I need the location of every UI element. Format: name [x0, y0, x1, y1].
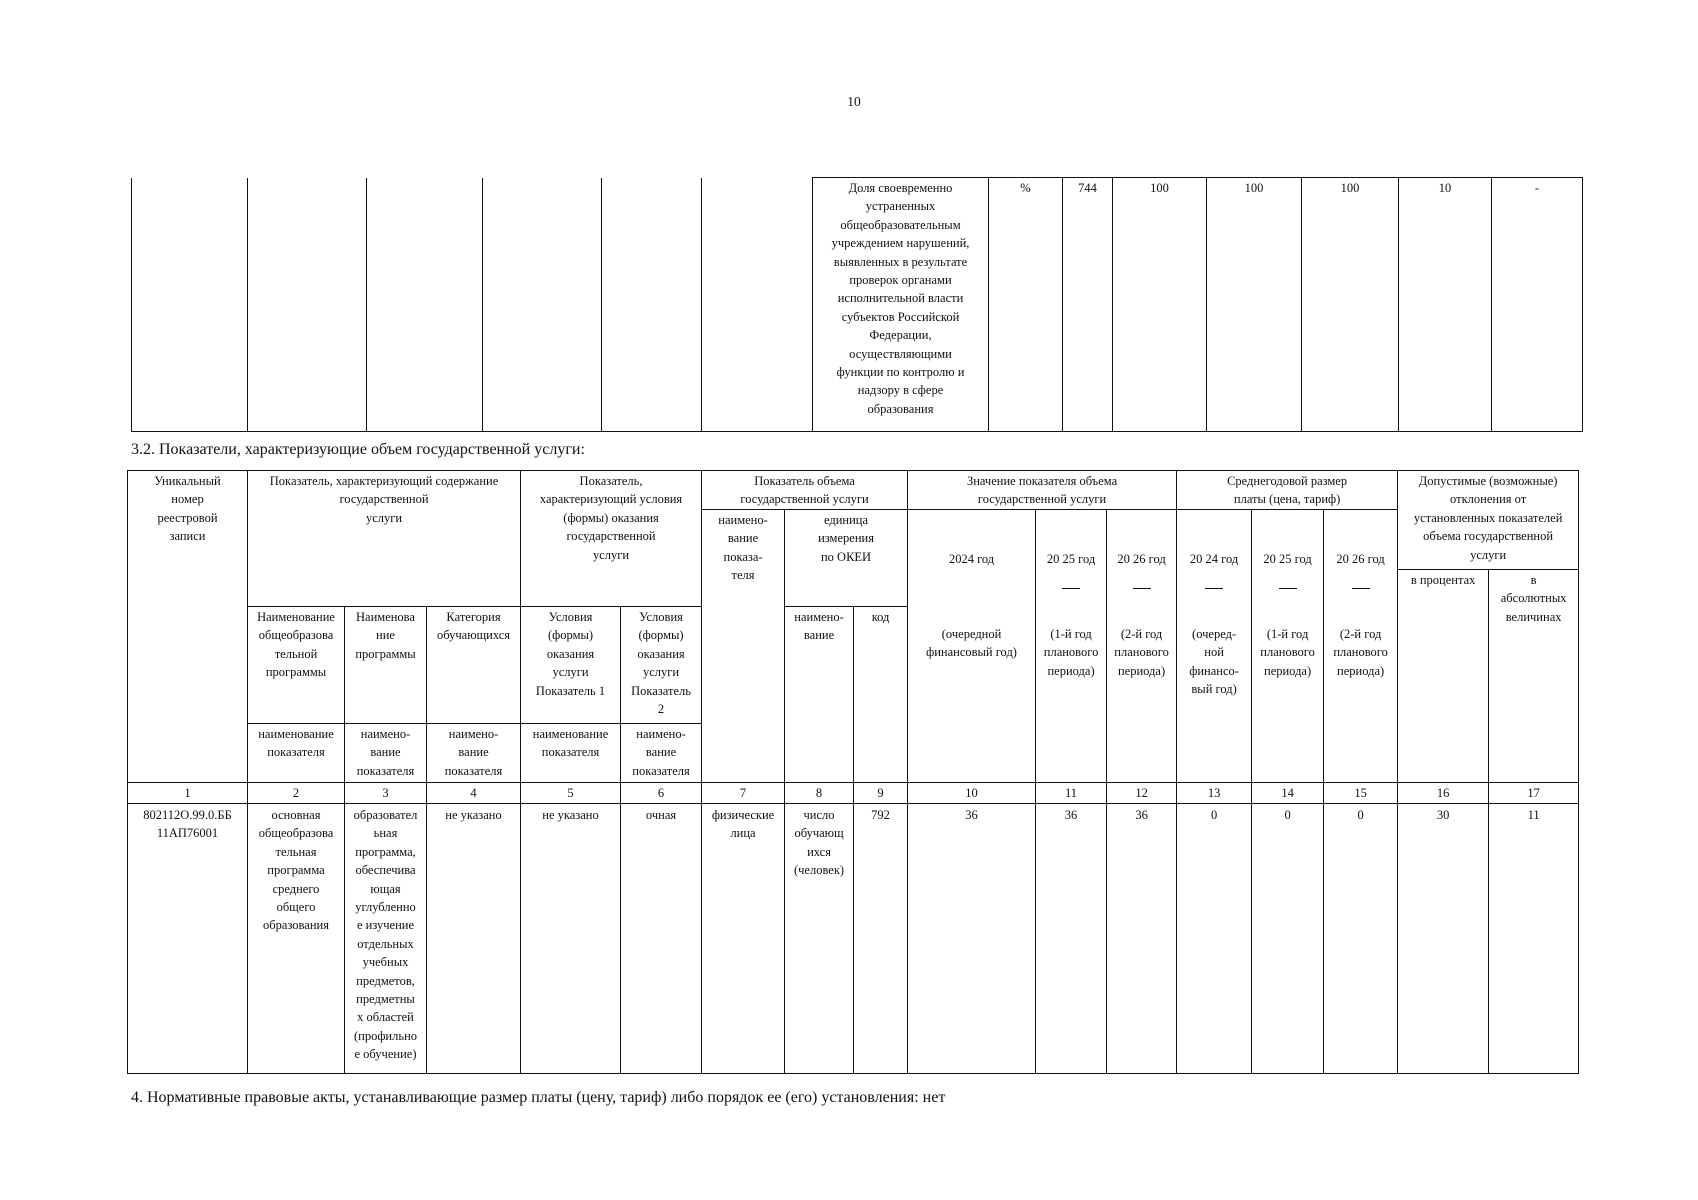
cell-form: очная [621, 804, 702, 1074]
year-underline [1133, 588, 1151, 589]
header-fee-year-2025 [1252, 510, 1324, 783]
header-volume-name: наимено- вание показа- теля [702, 510, 785, 783]
okei-code-cell: 744 [1063, 178, 1113, 432]
unit-cell: % [989, 178, 1063, 432]
column-number-3: 3 [345, 783, 427, 804]
header-value-year-2025 [1036, 510, 1107, 783]
column-number-7: 7 [702, 783, 785, 804]
header-unit-code: код [854, 607, 908, 783]
header-volume-group: Показатель объема государственной услуги [702, 471, 908, 510]
column-number-5: 5 [521, 783, 621, 804]
volume-indicators-table [127, 470, 1579, 1074]
period-label: (1-й год планового периода) [1043, 626, 1099, 678]
header-unit-okei: единица измерения по ОКЕИ [785, 510, 908, 607]
header-student-category: Категория обучающихся [427, 607, 521, 724]
year-underline [1279, 588, 1297, 589]
column-number-4: 4 [427, 783, 521, 804]
cell-fee-2025: 0 [1252, 804, 1324, 1074]
header-condition-2: Условия (формы) оказания услуги Показатель 2 [621, 607, 702, 724]
header-fee-year-2026 [1324, 510, 1398, 783]
period-label: (2-й год планового периода) [1333, 626, 1388, 678]
blank-cell [602, 178, 702, 432]
blank-cell [702, 178, 813, 432]
header-name-label: наимено- вание показателя [427, 724, 521, 783]
value-2025-cell: 100 [1207, 178, 1302, 432]
quality-indicators-table [131, 177, 1583, 432]
cell-program-type: образовател ьная программа, обеспечива ющая углубленно е изучение отдельных учебных предметов, предметны х областей (профильно е обучение) [345, 804, 427, 1074]
value-2026-cell: 100 [1302, 178, 1399, 432]
header-name-label: наимено- вание показателя [345, 724, 427, 783]
cell-program-name: основная общеобразова тельная программа среднего общего образования [248, 804, 345, 1074]
year-label: 20 24 год [1189, 552, 1239, 567]
header-deviation-percent: в процентах [1398, 570, 1489, 783]
page-number: 10 [847, 94, 861, 109]
header-fee-year-2024 [1177, 510, 1252, 783]
cell-unit-code: 792 [854, 804, 908, 1074]
column-number-8: 8 [785, 783, 854, 804]
header-conditions-group: Показатель, характеризующий условия (формы) оказания государственной услуги [521, 471, 702, 607]
deviation-percent-cell: 10 [1399, 178, 1492, 432]
column-number-14: 14 [1252, 783, 1324, 804]
header-name-label: наименование показателя [521, 724, 621, 783]
header-condition-1: Условия (формы) оказания услуги Показатель 1 [521, 607, 621, 724]
indicator-name-cell: Доля своевременно устраненных общеобразовательным учреждением нарушений, выявленных в результате проверок органами исполнительной власти субъектов Российской Федерации, осуществляющими функции по контролю и надзору в сфере образования [813, 178, 989, 432]
period-label: (очеред- ной финансо- вый год) [1189, 626, 1239, 697]
blank-cell [483, 178, 602, 432]
period-label: (очередной финансовый год) [926, 626, 1017, 660]
header-program-name: Наименование общеобразова тельной программы [248, 607, 345, 724]
column-number-16: 16 [1398, 783, 1489, 804]
cell-value-2026: 36 [1107, 804, 1177, 1074]
header-deviation-group: Допустимые (возможные) отклонения от установленных показателей объема государственной услуги [1398, 471, 1579, 570]
header-deviation-absolute: в абсолютных величинах [1489, 570, 1579, 783]
deviation-absolute-cell: - [1492, 178, 1583, 432]
column-number-11: 11 [1036, 783, 1107, 804]
cell-value-2025: 36 [1036, 804, 1107, 1074]
column-number-13: 13 [1177, 783, 1252, 804]
column-number-10: 10 [908, 783, 1036, 804]
year-label: 20 25 год [1263, 552, 1312, 567]
column-number-2: 2 [248, 783, 345, 804]
table-row [128, 804, 1579, 1074]
column-number-9: 9 [854, 783, 908, 804]
header-value-year-2024 [908, 510, 1036, 783]
column-number-15: 15 [1324, 783, 1398, 804]
period-label: (1-й год планового периода) [1260, 626, 1315, 678]
cell-deviation-absolute: 11 [1489, 804, 1579, 1074]
cell-condition-1: не указано [521, 804, 621, 1074]
cell-deviation-percent: 30 [1398, 804, 1489, 1074]
header-value-year-2026 [1107, 510, 1177, 783]
table-row [132, 178, 1583, 432]
column-number-12: 12 [1107, 783, 1177, 804]
period-label: (2-й год планового периода) [1114, 626, 1169, 678]
year-label: 20 25 год [1046, 552, 1096, 567]
column-number-17: 17 [1489, 783, 1579, 804]
year-label: 2024 год [948, 552, 995, 567]
cell-fee-2026: 0 [1324, 804, 1398, 1074]
header-value-group: Значение показателя объема государственной услуги [908, 471, 1177, 510]
blank-cell [132, 178, 248, 432]
year-underline [1205, 588, 1223, 589]
header-fee-group: Среднегодовой размер платы (цена, тариф) [1177, 471, 1398, 510]
header-name-label: наименование показателя [248, 724, 345, 783]
footer-note: 4. Нормативные правовые акты, устанавливающие размер платы (цену, тариф) либо порядок ее (его) установления: нет [131, 1089, 946, 1106]
header-unit-name: наимено- вание [785, 607, 854, 783]
header-row [128, 471, 1579, 510]
year-label: 20 26 год [1336, 552, 1385, 567]
year-underline [1352, 588, 1370, 589]
year-label: 20 26 год [1117, 552, 1166, 567]
blank-cell [248, 178, 367, 432]
cell-fee-2024: 0 [1177, 804, 1252, 1074]
value-2024-cell: 100 [1113, 178, 1207, 432]
header-program-type: Наименова ние программы [345, 607, 427, 724]
cell-indicator-name: физические лица [702, 804, 785, 1074]
column-number-1: 1 [128, 783, 248, 804]
column-numbers-row [128, 783, 1579, 804]
cell-value-2024: 36 [908, 804, 1036, 1074]
header-content-group: Показатель, характеризующий содержание государственной услуги [248, 471, 521, 607]
header-unique-number: Уникальный номер реестровой записи [128, 471, 248, 783]
cell-unit-name: число обучающ ихся (человек) [785, 804, 854, 1074]
cell-student-category: не указано [427, 804, 521, 1074]
section-title: 3.2. Показатели, характеризующие объем государственной услуги: [131, 441, 585, 458]
header-name-label: наимено- вание показателя [621, 724, 702, 783]
year-underline [1062, 588, 1080, 589]
blank-cell [367, 178, 483, 432]
column-number-6: 6 [621, 783, 702, 804]
cell-unique-number: 802112О.99.0.ББ 11АП76001 [128, 804, 248, 1074]
